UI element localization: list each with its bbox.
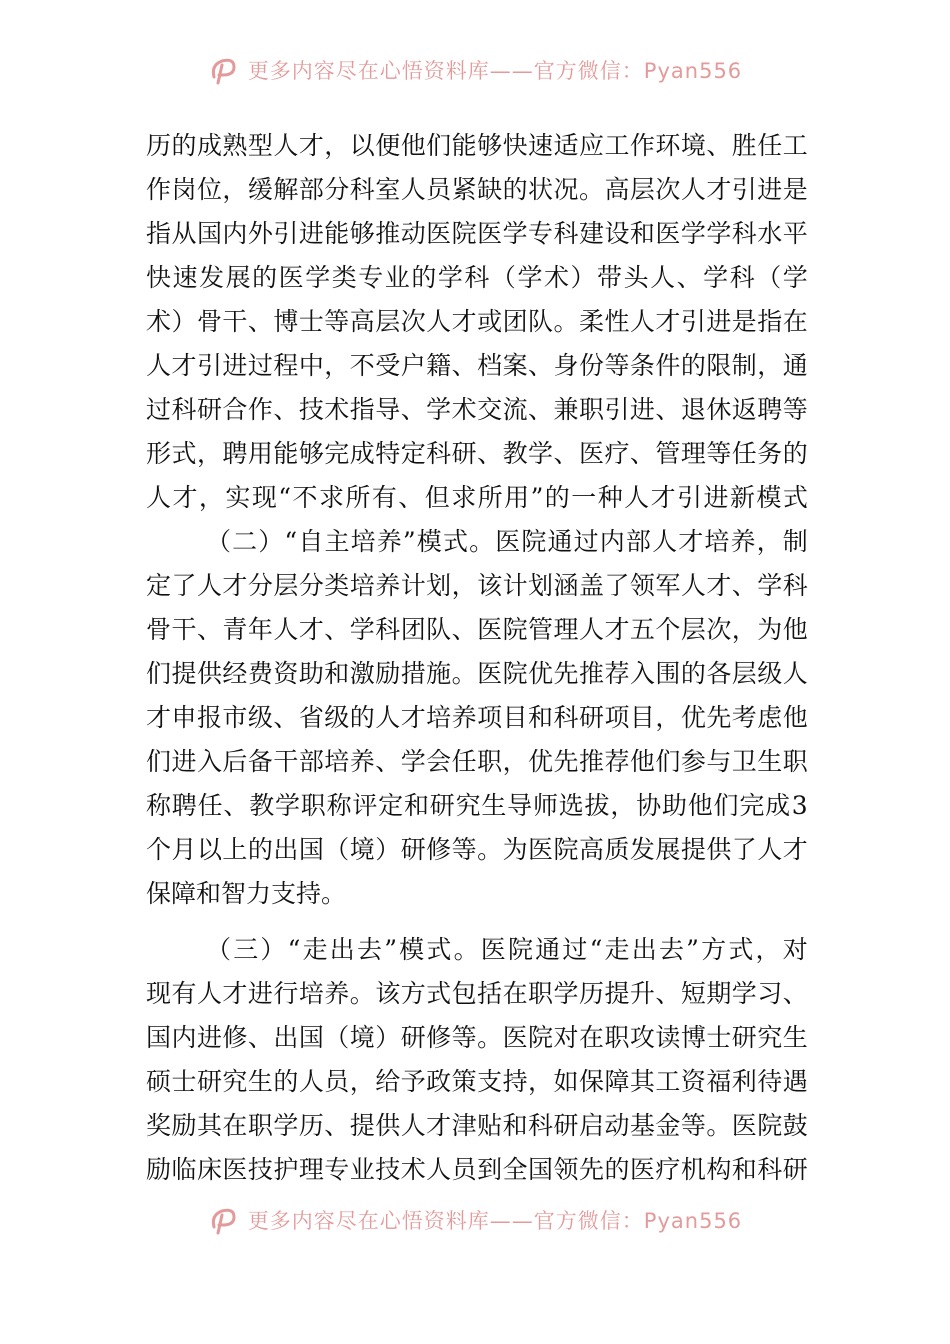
text-line: 现 有 人 才 进 行 培 养 。 该 方 式 包 括 在 职 学 历 提 升 、 短 期 学 习 、: [146, 979, 808, 1008]
text-line: 形 式 ， 聘 用 能 够 完 成 特 定 科 研 、 教 学 、 医 疗 、 管 理 等 任 务 的: [146, 439, 808, 468]
watermark-text: 更多内容尽在心悟资料库——官方微信：Pyan556: [247, 59, 743, 83]
text-line: 历 的 成 熟 型 人 才 ， 以 便 他 们 能 够 快 速 适 应 工 作 环 境 、 胜 任 工: [146, 131, 808, 160]
text-line: 硕 士 研 究 生 的 人 员 ， 给 予 政 策 支 持 ， 如 保 障 其 工 资 福 利 待 遇: [146, 1067, 808, 1096]
text-line: 称 聘 任 、 教 学 职 称 评 定 和 研 究 生 导 师 选 拔 ， 协 助 他 们 完 成 3: [146, 791, 808, 820]
section-heading-line: （ 三 ） “ 走 出 去 ” 模 式 。 医 院 通 过 “ 走 出 去 ” 方 式 ， 对: [206, 935, 808, 964]
document-body: [146, 124, 808, 1192]
text-line: 们 进 入 后 备 干 部 培 养 、 学 会 任 职 ， 优 先 推 荐 他 们 参 与 卫 生 职: [146, 747, 808, 776]
text-line: 人 才 引 进 过 程 中 ， 不 受 户 籍 、 档 案 、 身 份 等 条 件 的 限 制 ， 通: [146, 351, 808, 380]
section-heading-line: （ 二 ） “ 自 主 培 养 ” 模 式 。 医 院 通 过 内 部 人 才 培 养 ， 制: [206, 527, 808, 556]
watermark-text: 更多内容尽在心悟资料库——官方微信：Pyan556: [247, 1209, 743, 1233]
stylized-p-logo-icon: [208, 55, 242, 85]
text-line: 作 岗 位 ， 缓 解 部 分 科 室 人 员 紧 缺 的 状 况 。 高 层 次 人 才 引 进 是: [146, 175, 808, 204]
paragraph-going-out-model: [146, 928, 808, 1192]
text-line: 们 提 供 经 费 资 助 和 激 励 措 施 。 医 院 优 先 推 荐 入 围 的 各 层 级 人: [146, 659, 808, 688]
text-line: 保障和智力支持。: [146, 879, 347, 908]
text-line: 国 内 进 修 、 出 国 （ 境 ） 研 修 等 。 医 院 对 在 职 攻 读 博 士 研 究 生: [146, 1023, 808, 1052]
text-line: 个 月 以 上 的 出 国 （ 境 ） 研 修 等 。 为 医 院 高 质 发 展 提 供 了 人 才: [146, 835, 808, 864]
paragraph-self-training-model: [146, 520, 808, 916]
text-line: 快 速 发 展 的 医 学 类 专 业 的 学 科 （ 学 术 ） 带 头 人 、 学 科 （ 学: [146, 263, 808, 292]
header-watermark: [0, 50, 950, 90]
text-line: 人 才 ， 实 现 “ 不 求 所 有 、 但 求 所 用 ” 的 一 种 人 才 引 进 新 模 式: [146, 483, 808, 512]
paragraph-talent-introduction: [146, 124, 808, 520]
text-line: 奖 励 其 在 职 学 历 、 提 供 人 才 津 贴 和 科 研 启 动 基 金 等 。 医 院 鼓: [146, 1111, 808, 1140]
text-line: 定 了 人 才 分 层 分 类 培 养 计 划 ， 该 计 划 涵 盖 了 领 军 人 才 、 学 科: [146, 571, 808, 600]
footer-watermark: [0, 1200, 950, 1240]
text-line: 才 申 报 市 级 、 省 级 的 人 才 培 养 项 目 和 科 研 项 目 ， 优 先 考 虑 他: [146, 703, 808, 732]
paragraph-spacer: [146, 916, 808, 928]
stylized-p-logo-icon: [208, 1205, 242, 1235]
text-line: 指 从 国 内 外 引 进 能 够 推 动 医 院 医 学 专 科 建 设 和 医 学 学 科 水 平: [146, 219, 808, 248]
text-line: 骨 干 、 青 年 人 才 、 学 科 团 队 、 医 院 管 理 人 才 五 个 层 次 ， 为 他: [146, 615, 808, 644]
text-line: 术 ） 骨 干 、 博 士 等 高 层 次 人 才 或 团 队 。 柔 性 人 才 引 进 是 指 在: [146, 307, 808, 336]
text-line: 励 临 床 医 技 护 理 专 业 技 术 人 员 到 全 国 领 先 的 医 疗 机 构 和 科 研: [146, 1155, 808, 1184]
text-line: 过 科 研 合 作 、 技 术 指 导 、 学 术 交 流 、 兼 职 引 进 、 退 休 返 聘 等: [146, 395, 808, 424]
